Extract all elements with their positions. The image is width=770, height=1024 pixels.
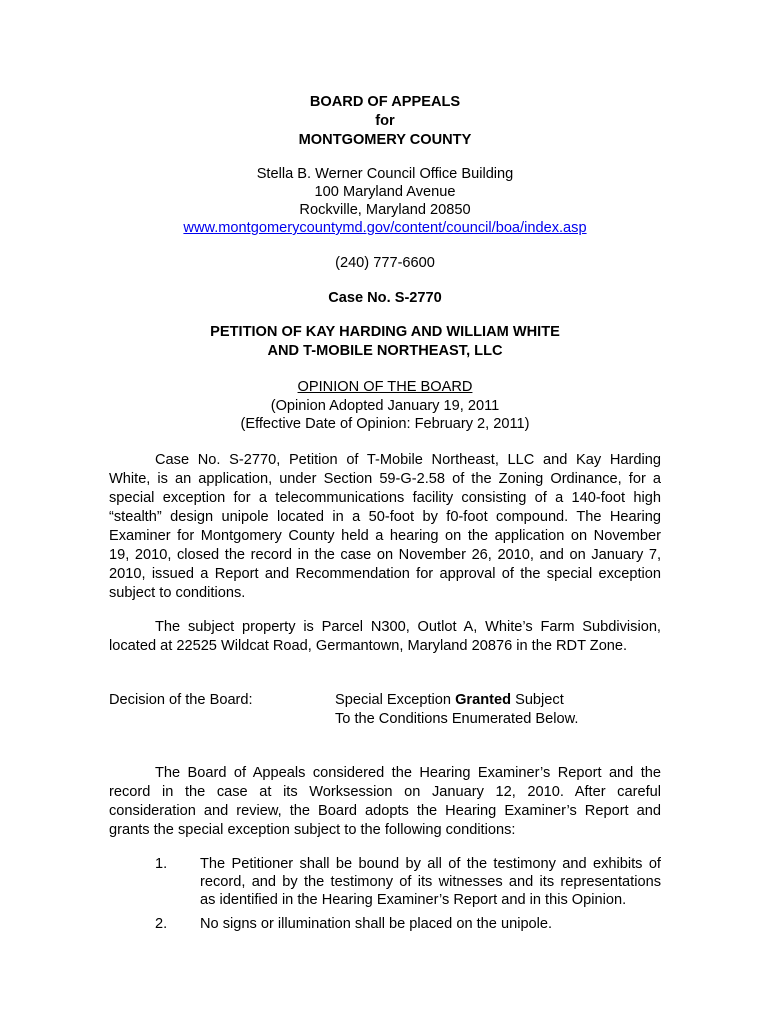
condition-line: as identified in the Hearing Examiner’s Report and in this Opinion. [200,892,627,908]
website-link[interactable]: www.montgomerycountymd.gov/content/council/boa/index.asp [183,220,587,236]
decision-text-line2: To the Conditions Enumerated Below. [335,711,579,727]
paragraph-line: grants the special exception subject to the following conditions: [109,822,516,838]
board-title: BOARD OF APPEALS [309,94,461,110]
decision-label: Decision of the Board: [109,692,253,708]
petition-title-line1: PETITION OF KAY HARDING AND WILLIAM WHITE [210,324,560,340]
paragraph-line: Examiner for Montgomery County held a hearing on the application on November [109,528,661,544]
condition-number: 2. [155,916,168,932]
paragraph-line: The Board of Appeals considered the Hearing Examiner’s Report and the [155,765,661,781]
paragraph-line: 2010, issued a Report and Recommendation for approval of the special exception [109,566,661,582]
condition-number: 1. [155,856,168,872]
paragraph-line: subject to conditions. [109,585,246,601]
condition-line: No signs or illumination shall be placed on the unipole. [200,916,553,932]
board-title-for: for [375,113,395,129]
paragraph-line: White, is an application, under Section 59-G-2.58 of the Zoning Ordinance, for a [109,471,661,487]
address-street: 100 Maryland Avenue [314,184,456,200]
condition-line: The Petitioner shall be bound by all of the testimony and exhibits of [200,856,661,872]
decision-granted: Granted [455,692,512,708]
case-number: Case No. S-2770 [328,290,442,306]
address-building: Stella B. Werner Council Office Building [256,166,514,182]
paragraph-line: located at 22525 Wildcat Road, Germantown, Maryland 20876 in the RDT Zone. [109,638,628,654]
decision-text [335,691,564,709]
phone-number: (240) 777-6600 [335,255,435,271]
effective-date: (Effective Date of Opinion: February 2, 2011) [240,416,530,432]
condition-line: record, and by the testimony of its witnesses and its representations [200,874,661,890]
paragraph-line: consideration and review, the Board adopts the Hearing Examiner’s Report and [109,803,661,819]
county-title: MONTGOMERY COUNTY [298,132,472,148]
opinion-adopted: (Opinion Adopted January 19, 2011 [270,398,500,414]
opinion-title: OPINION OF THE BOARD [297,379,473,395]
paragraph-line: 19, 2010, closed the record in the case on November 26, 2010, and on January 7, [109,547,661,563]
decision-post: Subject [511,692,564,708]
petition-title-line2: AND T-MOBILE NORTHEAST, LLC [267,343,503,359]
paragraph-line: record in the case at its Worksession on January 12, 2010. After careful [109,784,661,800]
address-city: Rockville, Maryland 20850 [299,202,471,218]
paragraph-line: “stealth” design unipole located in a 50-foot by f0-foot compound. The Hearing [109,509,661,525]
paragraph-line: Case No. S-2770, Petition of T-Mobile Northeast, LLC and Kay Harding [155,452,661,468]
decision-pre: Special Exception [335,692,456,708]
paragraph-line: special exception for a telecommunications facility consisting of a 140-foot high [109,490,661,506]
paragraph-line: The subject property is Parcel N300, Outlot A, White’s Farm Subdivision, [155,619,661,635]
